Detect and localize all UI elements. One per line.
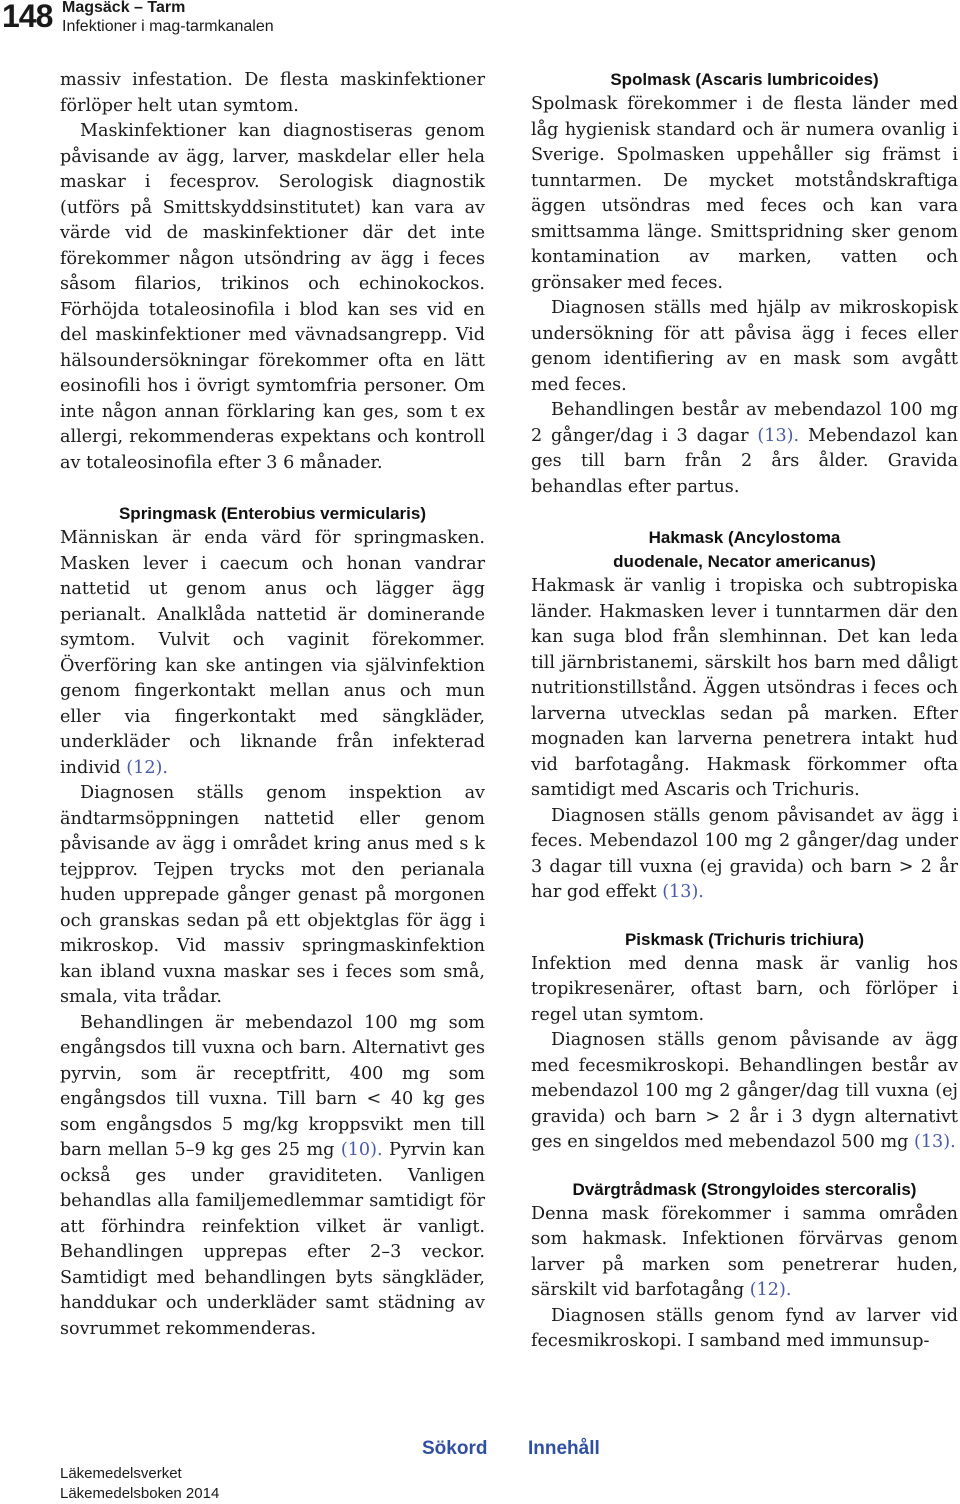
reference-link[interactable]: (10). <box>340 1140 383 1160</box>
page-number: 148 <box>2 0 53 34</box>
right-column <box>531 68 958 1355</box>
heading-spolmask: Spolmask (Ascaris lumbricoides) <box>610 70 879 89</box>
footer-book-title: Läkemedelsboken 2014 <box>60 1485 220 1502</box>
sokord-link[interactable]: Sökord <box>422 1438 488 1459</box>
paragraph-hakmask-intro: Hakmask är vanlig i tropiska och subtropiska länder. Hakmasken lever i tunntarmen där den kan suga blod från slemhinnan. Det kan leda till järnbristanemi, särskilt hos barn med dåligt nutritionstillstånd. Äggen utsöndras i feces och larverna utvecklas sedan på marken. Efter mognaden kan larverna penetrera intakt hud vid barfotagång. Hakmask förkommer ofta samtidigt med Ascaris och Trichuris. <box>531 576 958 800</box>
paragraph-spolmask-treatment: Behandlingen består av mebendazol 100 mg 2 gånger/dag i 3 dagar (13). Mebendazol kan ges till barn från 2 års ålder. Gravida behandlas efter partus. <box>531 400 959 497</box>
heading-springmask: Springmask (Enterobius vermicularis) <box>118 504 427 523</box>
heading-piskmask: Piskmask (Trichuris trichiura) <box>624 929 865 949</box>
reference-link[interactable]: (13). <box>662 882 704 902</box>
reference-link[interactable]: (13). <box>757 425 800 446</box>
footer-publisher: Läkemedelsverket <box>60 1465 182 1482</box>
reference-link[interactable]: (13). <box>914 1132 956 1152</box>
reference-link[interactable]: (12). <box>126 757 168 778</box>
heading-hakmask: Hakmask (Ancylostoma duodenale, Necator americanus) <box>613 528 876 571</box>
reference-link[interactable]: (12). <box>749 1280 792 1300</box>
paragraph-dvargtradmask-intro: Denna mask förekommer i samma områden som hakmask. Infektionen förvärvas genom larver på marken som penetrerar huden, särskilt vid barfotagång (12). <box>531 1203 958 1300</box>
heading-dvargtradmask: Dvärgtrådmask (Strongyloides stercoralis) <box>572 1179 917 1199</box>
chapter-title: Magsäck – Tarm <box>62 0 186 16</box>
paragraph-piskmask-intro: Infektion med denna mask är vanlig hos tropikresenärer, oftast barn, och förlöper i regel utan symtom. <box>531 953 958 1025</box>
paragraph-spolmask-intro: Spolmask förekommer i de flesta länder med låg hygienisk standard och är numera ovanlig i Sverige. Spolmasken uppehåller sig främst i tunntarmen. De mycket motståndskraftiga äggen utsöndras med feces och kan vara smittsamma länge. Smittspridning sker genom kontamination av marken, vatten och grönsaker med feces. <box>531 94 958 293</box>
paragraph-spolmask-diagnosis: Diagnosen ställs med hjälp av mikroskopisk undersökning för att påvisa ägg i feces eller genom identifiering av en mask som avgått med feces. <box>531 298 958 395</box>
innehall-link[interactable]: Innehåll <box>528 1438 600 1459</box>
paragraph-piskmask-treatment: Diagnosen ställs genom påvisande av ägg med fecesmikroskopi. Behandlingen består av mebendazol 100 mg 2 gånger/dag till vuxna (ej gravida) och barn > 2 år i 3 dygn alternativt ges en singeldos med mebendazol 500 mg (13). <box>531 1030 958 1152</box>
paragraph-springmask-diagnosis: Diagnosen ställs genom inspektion av ändtarmsöppningen nattetid eller genom påvisande av ägg i området kring anus med s k tejpprov. Tejpen trycks mot den perianala huden upprepade gånger genast på morgonen och granskas sedan på ett objektglas för ägg i mikroskop. Vid massiv springmaskinfektion kan ibland vuxna maskar ses i feces som små, smala, vita trådar. <box>60 783 485 1007</box>
paragraph-diagnostics: Maskinfektioner kan diagnostiseras genom påvisande av ägg, larver, maskdelar eller hela maskar i fecesprov. Serologisk diagnostik (utförs på Smittskyddsinstitutet) kan vara av värde vid de maskinfektioner där det inte förekommer någon utsöndring av ägg i feces såsom filarios, trikinos och echinokockos. Förhöjda totaleosinofila i blod kan ses vid en del maskinfektioner med vävnadsangrepp. Vid hälsoundersökningar förekommer ofta en lätt eosinofili hos i övrigt symtomfria personer. Om inte någon annan förklaring kan ges, som t ex allergi, rekommenderas expektans och kontroll av totaleosinofila efter 3 6 månader. <box>60 121 485 473</box>
paragraph-springmask-intro: Människan är enda värd för springmasken. Masken lever i caecum och honan vandrar nattetid ut genom anus och lägger ägg perianalt. Analklåda nattetid är dominerande symtom. Vulvit och vaginit förekommer. Överföring kan ske antingen via självinfektion genom fingerkontakt mellan anus och mun eller via fingerkontakt med sängkläder, underkläder och liknande från infekterad individ (12). <box>60 528 485 778</box>
page-header <box>0 0 960 44</box>
paragraph-hakmask-treatment: Diagnosen ställs genom påvisandet av ägg i feces. Mebendazol 100 mg 2 gånger/dag under 3 dagar till vuxna (ej gravida) och barn > 2 år har god effekt (13). <box>531 805 958 902</box>
paragraph-intro: massiv infestation. De flesta maskinfektioner förlöper helt utan symtom. <box>60 70 485 116</box>
left-column <box>60 68 485 1342</box>
chapter-subtitle: Infektioner i mag-tarmkanalen <box>62 18 274 35</box>
paragraph-dvargtradmask-diagnosis: Diagnosen ställs genom fynd av larver vid fecesmikroskopi. I samband med immunsup- <box>531 1305 958 1351</box>
paragraph-springmask-treatment: Behandlingen är mebendazol 100 mg som engångsdos till vuxna och barn. Alternativt ges pyrvin, som är receptfritt, 400 mg som engångsdos till vuxna. Till barn < 40 kg ges som engångsdos 5 mg/kg kroppsvikt men till barn mellan 5–9 kg ges 25 mg (10). Pyrvin kan också ges under graviditeten. Vanligen behandlas alla familjemedlemmar samtidigt för att förhindra reinfektion vilket är vanligt. Behandlingen upprepas efter 2–3 veckor. Samtidigt med behandlingen byts sängkläder, handdukar och underkläder samt städning av sovrummet rekommenderas. <box>60 1012 485 1339</box>
